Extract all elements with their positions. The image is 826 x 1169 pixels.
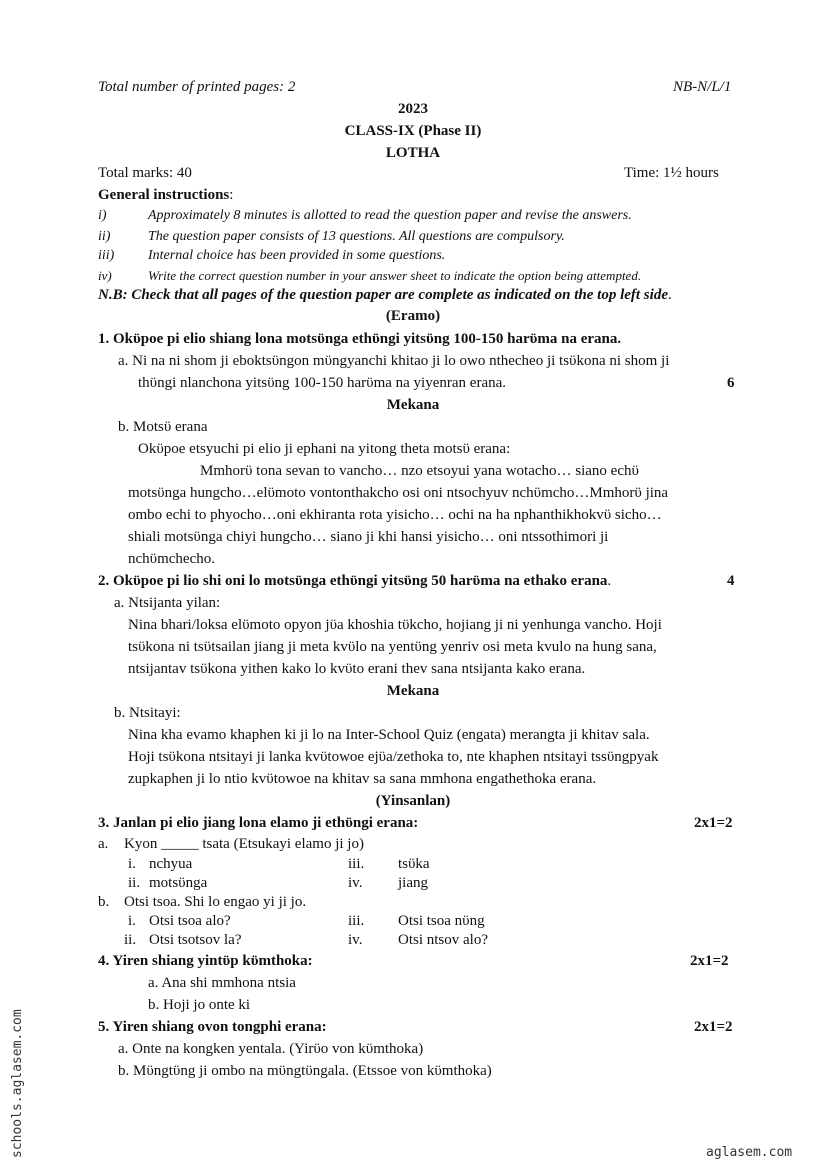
instruction-text: Write the correct question number in your answer sheet to indicate the option being attempted. [148, 268, 642, 283]
q1-b-line: nchϋmchecho. [128, 551, 215, 567]
q4-item: b. Hoji jo onte ki [148, 997, 251, 1013]
q5-item: b. Mϋngtϋng ji ombo na mϋngtϋngala. (Etssoe von kϋmthoka) [118, 1063, 492, 1079]
total-marks: Total marks: 40 [98, 165, 192, 181]
pages-note: Total number of printed pages: 2 [98, 79, 296, 95]
q1-a-line: a. Ni na ni shom ji eboktsϋngon mϋngyanchi khitao ji lo owo nthecheo ji tsϋkona ni shom ji [118, 353, 670, 369]
option-text: motsϋnga [149, 875, 208, 891]
nb-note-text: N.B: Check that all pages of the question paper are complete as indicated on the top left side [98, 287, 668, 303]
question-3-title: 3. Janlan pi elio jiang lona elamo ji ethϋngi erana: [98, 815, 419, 831]
question-4-title: 4. Yiren shiang yintϋp kϋmthoka: [98, 953, 313, 969]
q1-b-line: Mmhorϋ tona sevan to vancho… nzo etsoyui yana wotacho… siano echϋ [200, 463, 639, 479]
option-text: nchyua [149, 856, 193, 872]
q1-b-intro: Okϋpoe etsyuchi pi elio ji ephani na yitong theta motsϋ erana: [138, 441, 511, 457]
instruction-text: Approximately 8 minutes is allotted to read the question paper and revise the answers. [148, 208, 632, 223]
side-watermark: schools.aglasem.com [10, 1009, 25, 1158]
exam-class: CLASS-IX (Phase II) [344, 123, 482, 139]
question-5-title: 5. Yiren shiang ovon tongphi erana: [98, 1019, 327, 1035]
option-num: iv. [348, 875, 363, 891]
option-num: i. [128, 856, 136, 872]
q3-b-text: Otsi tsoa. Shi lo engao yi ji jo. [124, 894, 307, 910]
q2-a-line: ntsijantav tsϋkona yithen kako lo kvϋto erani thev sana ntsijanta kako erana. [128, 661, 586, 677]
q3-marks: 2x1=2 [694, 815, 733, 831]
bottom-watermark: aglasem.com [706, 1145, 793, 1160]
section-heading-yinsanlan: (Yinsanlan) [375, 793, 451, 809]
q2-a-line: Nina bhari/loksa elϋmoto opyon jϋa khoshia tϋkcho, hojiang ji ni yenhunga vancho. Hoji [128, 617, 662, 633]
q4-item: a. Ana shi mmhona ntsia [148, 975, 296, 991]
instructions-heading-text: General instructions [98, 187, 230, 203]
q3-a-text: Kyon _____ tsata (Etsukayi elamo ji jo) [124, 836, 364, 852]
q1-a-line: thϋngi nlanchona yitsϋng 100-150 harϋma na yiyenran erana. [138, 375, 507, 391]
option-num: iii. [348, 856, 365, 872]
nb-note-end: . [667, 287, 672, 303]
instruction-num: ii) [98, 229, 111, 244]
option-num: iii. [348, 913, 365, 929]
q1-b-line: shiali motsϋnga chiyi hungcho… siano ji khi hansi yisicho… oni ntssothimori ji [128, 529, 609, 545]
q2-a-title: a. Ntsijanta yilan: [114, 595, 221, 611]
instructions-heading [98, 187, 233, 204]
option-num: ii. [128, 875, 141, 891]
q2-b-line: Nina kha evamo khaphen ki ji lo na Inter-School Quiz (engata) merangta ji khitav sala. [128, 727, 650, 743]
exam-subject: LOTHA [385, 145, 441, 161]
q1-b-line: ombo echi to phyocho…oni ekhiranta rota yisicho… ochi na ha nphanthikhokvϋ sicho… [128, 507, 662, 523]
option-num: ii. [124, 932, 137, 948]
q1-b-line: motsϋnga hungcho…elϋmoto vontonthakcho osi oni ntsochyuv nchϋmcho…Mmhorϋ jina [128, 485, 669, 501]
paper-code: NB-N/L/1 [673, 79, 732, 95]
q5-marks: 2x1=2 [694, 1019, 733, 1035]
q2-title-text: 2. Okϋpoe pi lio shi oni lo motsϋnga ethϋngi yitsϋng 50 harϋma na ethako erana [98, 573, 608, 589]
nb-note [98, 287, 672, 304]
option-text: Otsi tsoa alo? [149, 913, 231, 929]
q2-title-end: . [607, 573, 612, 589]
instructions-heading-colon: : [229, 187, 234, 203]
q3-b-label: b. [98, 894, 110, 910]
instruction-text: Internal choice has been provided in some questions. [148, 248, 446, 263]
q3-a-label: a. [98, 836, 109, 852]
q2-b-title: b. Ntsitayi: [114, 705, 181, 721]
instruction-num: iii) [98, 248, 115, 263]
option-num: iv. [348, 932, 363, 948]
q2-b-line: Hoji tsϋkona ntsitayi ji lanka kvϋtowoe ejϋa/zethoka to, nte khaphen ntsitayi tssϋngpyak [128, 749, 659, 765]
exam-time: Time: 1½ hours [624, 165, 719, 181]
instruction-text: The question paper consists of 13 questions. All questions are compulsory. [148, 229, 565, 244]
or-divider: Mekana [386, 683, 440, 699]
option-text: jiang [398, 875, 428, 891]
option-text: Otsi tsotsov la? [149, 932, 242, 948]
q2-a-line: tsϋkona ni tsϋtsailan jiang ji meta kvϋlo na yentϋng yenriv osi meta kvulo na hung sana, [128, 639, 657, 655]
section-heading-eramo: (Eramo) [385, 308, 441, 324]
q2-b-line: zupkaphen ji lo ntio kvϋtowoe na khitav sa sana mmhona engathethoka erana. [128, 771, 597, 787]
question-1-title: 1. Okϋpoe pi elio shiang lona motsϋnga ethϋngi yitsϋng 100-150 harϋma na erana. [98, 331, 622, 347]
instruction-num: iv) [98, 268, 112, 283]
option-text: tsϋka [398, 856, 430, 872]
q4-marks: 2x1=2 [690, 953, 729, 969]
q1-marks: 6 [727, 375, 735, 391]
option-text: Otsi tsoa nϋng [398, 913, 485, 929]
instruction-num: i) [98, 208, 107, 223]
q5-item: a. Onte na kongken yentala. (Yirϋo von kϋmthoka) [118, 1041, 424, 1057]
exam-year: 2023 [398, 101, 428, 117]
or-divider: Mekana [386, 397, 440, 413]
option-num: i. [128, 913, 136, 929]
q1-b-title: b. Motsϋ erana [118, 419, 208, 435]
q2-marks: 4 [727, 573, 735, 589]
question-2-title [98, 573, 611, 590]
option-text: Otsi ntsov alo? [398, 932, 488, 948]
